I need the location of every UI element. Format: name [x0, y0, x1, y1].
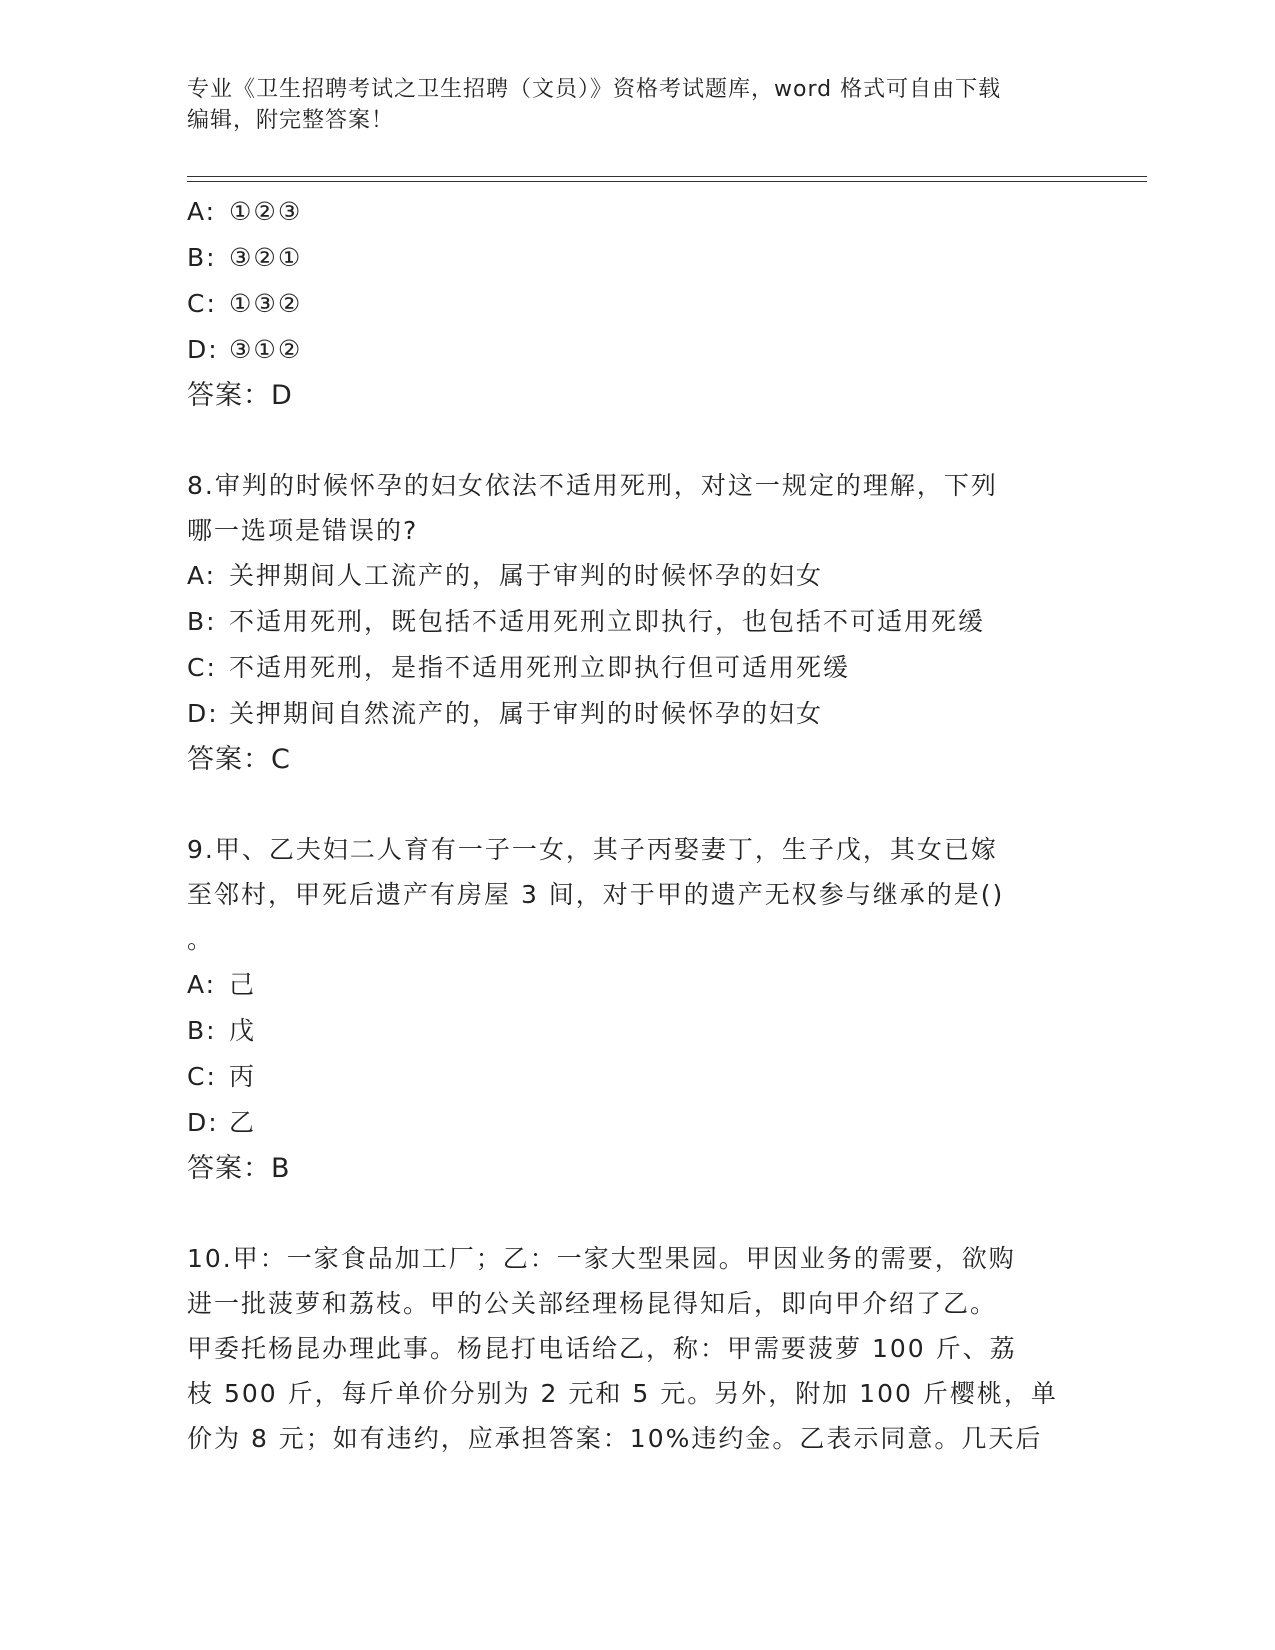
- option-d: [187, 327, 1087, 373]
- option-key: C:: [187, 653, 217, 682]
- option-a: [187, 553, 1087, 599]
- option-c: [187, 281, 1087, 327]
- spacer: [187, 1192, 1087, 1236]
- option-text: ①③②: [229, 289, 303, 318]
- question-text: 价为 8 元；如有违约，应承担答案：10%违约金。乙表示同意。几天后: [187, 1424, 1043, 1453]
- header-rule-bottom: [187, 181, 1147, 182]
- option-key: A:: [187, 197, 217, 226]
- question-8-block: [187, 463, 1087, 783]
- option-b: [187, 235, 1087, 281]
- option-text: 不适用死刑，既包括不适用死刑立即执行，也包括不可适用死缓: [229, 607, 986, 636]
- option-b: [187, 599, 1087, 645]
- option-text: ③①②: [229, 335, 303, 364]
- option-key: B:: [187, 607, 217, 636]
- option-c: [187, 1054, 1087, 1100]
- question-text: 10.甲：一家食品加工厂；乙：一家大型果园。甲因业务的需要，欲购: [187, 1244, 1016, 1273]
- question-text: 8.审判的时候怀孕的妇女依法不适用死刑，对这一规定的理解，下列: [187, 471, 998, 500]
- question-text: 9.甲、乙夫妇二人育有一子一女，其子丙娶妻丁，生子戊，其女已嫁: [187, 835, 998, 864]
- question-10-block: [187, 1236, 1087, 1461]
- spacer: [187, 419, 1087, 463]
- answer-line: 答案：B: [187, 1153, 291, 1184]
- option-key: A:: [187, 561, 217, 590]
- option-d: [187, 1100, 1087, 1146]
- option-a: [187, 962, 1087, 1008]
- option-d: [187, 691, 1087, 737]
- option-text: 关押期间自然流产的，属于审判的时候怀孕的妇女: [229, 699, 824, 728]
- option-text: 戊: [229, 1016, 257, 1045]
- option-b: [187, 1008, 1087, 1054]
- option-c: [187, 645, 1087, 691]
- question-text: 。: [187, 925, 215, 954]
- header-line-2: 编辑，附完整答案！: [187, 108, 395, 133]
- option-key: D:: [187, 335, 219, 364]
- option-text: 不适用死刑，是指不适用死刑立即执行但可适用死缓: [229, 653, 851, 682]
- question-text: 至邻村，甲死后遗产有房屋 3 间，对于甲的遗产无权参与继承的是(): [187, 880, 1005, 909]
- question-text: 枝 500 斤，每斤单价分别为 2 元和 5 元。另外，附加 100 斤樱桃，单: [187, 1379, 1058, 1408]
- option-text: ①②③: [229, 197, 303, 226]
- option-text: 己: [229, 970, 257, 999]
- question-text: 进一批菠萝和荔枝。甲的公关部经理杨昆得知后，即向甲介绍了乙。: [187, 1289, 998, 1318]
- option-text: ③②①: [229, 243, 303, 272]
- question-text: 甲委托杨昆办理此事。杨昆打电话给乙，称：甲需要菠萝 100 斤、荔: [187, 1334, 1017, 1363]
- option-key: C:: [187, 289, 217, 318]
- question-9-block: [187, 827, 1087, 1192]
- option-key: D:: [187, 699, 219, 728]
- option-key: C:: [187, 1062, 217, 1091]
- option-a: [187, 189, 1087, 235]
- answer-line: 答案：C: [187, 744, 291, 775]
- document-header: [187, 74, 1087, 136]
- answer-line: 答案：D: [187, 380, 293, 411]
- question-7-block: [187, 189, 1087, 419]
- header-line-1: 专业《卫生招聘考试之卫生招聘（文员）》资格考试题库，word 格式可自由下载: [187, 77, 1002, 102]
- spacer: [187, 783, 1087, 827]
- option-text: 关押期间人工流产的，属于审判的时候怀孕的妇女: [229, 561, 824, 590]
- option-key: B:: [187, 1016, 217, 1045]
- option-text: 乙: [229, 1108, 257, 1137]
- document-body: [187, 189, 1087, 1461]
- option-key: B:: [187, 243, 217, 272]
- option-key: A:: [187, 970, 217, 999]
- option-text: 丙: [229, 1062, 257, 1091]
- option-key: D:: [187, 1108, 219, 1137]
- header-rule-top: [187, 176, 1147, 177]
- question-text: 哪一选项是错误的?: [187, 516, 419, 545]
